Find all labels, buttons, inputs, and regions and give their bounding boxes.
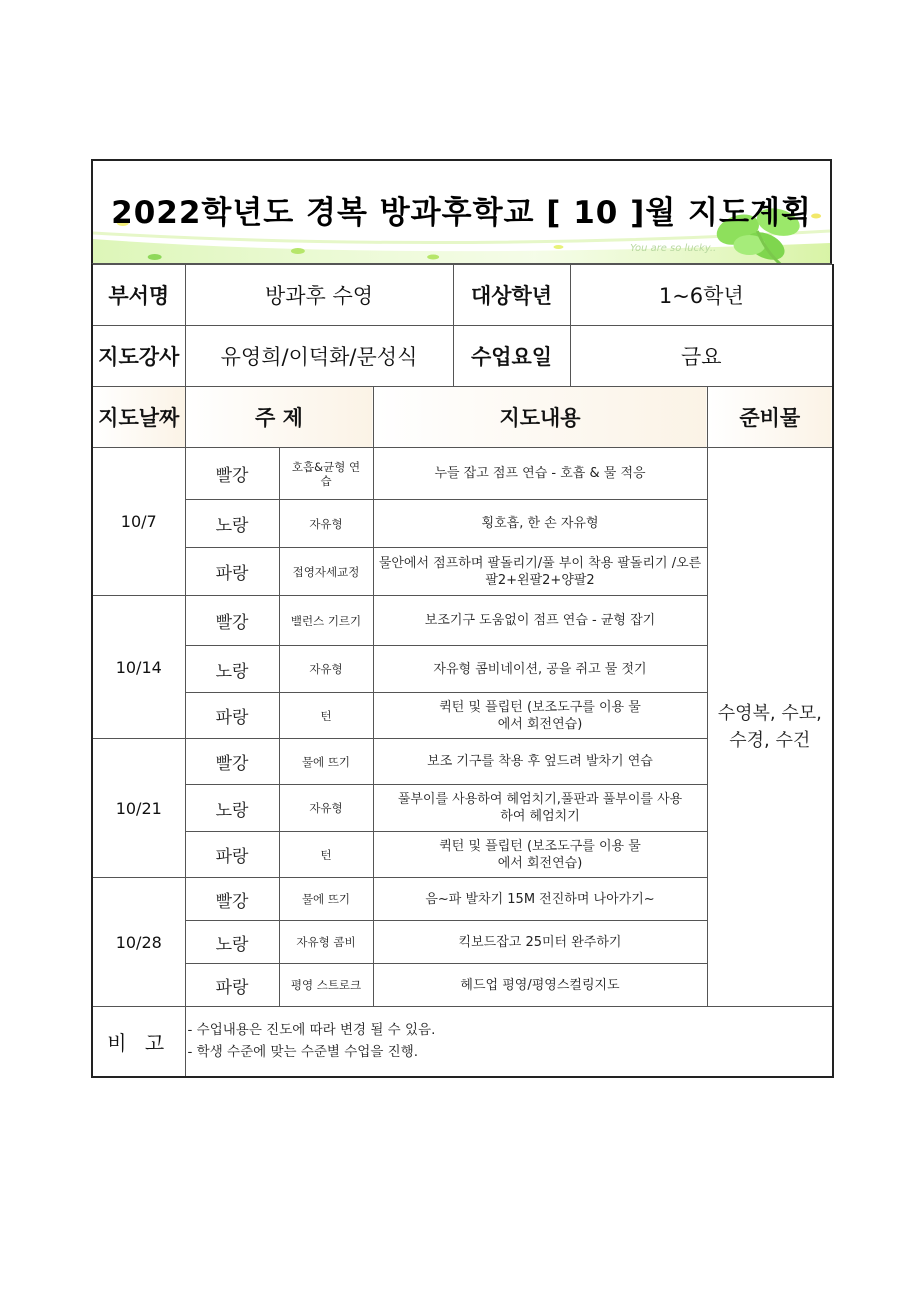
dept-value: 방과후 수영 [185,265,453,326]
plan-table [91,264,834,1078]
level-cell: 파랑 [185,693,279,739]
dept-label: 부서명 [92,265,185,326]
level-cell: 파랑 [185,548,279,596]
level-cell: 빨강 [185,878,279,921]
note-line-1: - 수업내용은 진도에 따라 변경 될 수 있음. [187,1022,436,1039]
header-topic: 주 제 [185,387,373,448]
content-cell: 킥보드잡고 25미터 완주하기 [373,921,707,964]
topic-cell: 호흡&균형 연습 [279,448,373,500]
level-cell: 노랑 [185,500,279,548]
prep-line-2: 수경, 수건 [729,730,811,751]
topic-cell: 물에 뜨기 [279,878,373,921]
grade-label: 대상학년 [453,265,570,326]
table-row [92,448,833,500]
teacher-label: 지도강사 [92,326,185,387]
header-date: 지도날짜 [92,387,185,448]
info-row-teacher [92,326,833,387]
notes-row [92,1007,833,1077]
prep-line-1: 수영복, 수모, [717,703,822,724]
table-header-row [92,387,833,448]
date-cell: 10/21 [92,739,185,878]
content-cell: 퀵턴 및 플립턴 (보조도구를 이용 물에서 회전연습) [373,693,707,739]
topic-cell: 턴 [279,693,373,739]
note-line-2: - 학생 수준에 맞는 수준별 수업을 진행. [187,1044,419,1061]
level-cell: 파랑 [185,964,279,1007]
content-cell: 풀부이를 사용하여 헤엄치기,풀판과 풀부이를 사용하여 헤엄치기 [373,785,707,832]
level-cell: 파랑 [185,832,279,878]
topic-cell: 자유형 [279,646,373,693]
title-banner [91,159,832,264]
header-prep: 준비물 [707,387,833,448]
header-content: 지도내용 [373,387,707,448]
notes-label: 비 고 [92,1007,185,1077]
lesson-plan-document [91,159,832,1078]
content-cell: 자유형 콤비네이션, 공을 쥐고 물 젓기 [373,646,707,693]
prep-cell [707,448,833,1007]
grade-value: 1~6학년 [570,265,833,326]
content-cell: 보조기구 도움없이 점프 연습 - 균형 잡기 [373,596,707,646]
content-cell: 누들 잡고 점프 연습 - 호흡 & 물 적응 [373,448,707,500]
content-cell: 헤드업 평영/평영스컬링지도 [373,964,707,1007]
topic-cell: 자유형 [279,500,373,548]
notes-content [185,1007,833,1077]
topic-cell: 접영자세교정 [279,548,373,596]
level-cell: 노랑 [185,921,279,964]
info-row-dept [92,265,833,326]
content-cell: 물안에서 점프하며 팔돌리기/풀 부이 착용 팔돌리기 /오른팔2+왼팔2+양팔2 [373,548,707,596]
topic-cell: 자유형 [279,785,373,832]
svg-text:You are so lucky..: You are so lucky.. [630,242,717,255]
content-cell: 보조 기구를 착용 후 엎드려 발차기 연습 [373,739,707,785]
level-cell: 노랑 [185,646,279,693]
date-cell: 10/7 [92,448,185,596]
date-cell: 10/28 [92,878,185,1007]
topic-cell: 자유형 콤비 [279,921,373,964]
topic-cell: 턴 [279,832,373,878]
page-title: 2022학년도 경복 방과후학교 [ 10 ]월 지도계획 [111,195,812,231]
day-value: 금요 [570,326,833,387]
topic-cell: 밸런스 기르기 [279,596,373,646]
level-cell: 빨강 [185,739,279,785]
day-label: 수업요일 [453,326,570,387]
content-cell: 음~파 발차기 15M 전진하며 나아가기~ [373,878,707,921]
topic-cell: 물에 뜨기 [279,739,373,785]
level-cell: 빨강 [185,596,279,646]
level-cell: 빨강 [185,448,279,500]
date-cell: 10/14 [92,596,185,739]
content-cell: 횡호흡, 한 손 자유형 [373,500,707,548]
content-cell: 퀵턴 및 플립턴 (보조도구를 이용 물에서 회전연습) [373,832,707,878]
level-cell: 노랑 [185,785,279,832]
teacher-value: 유영희/이덕화/문성식 [185,326,453,387]
topic-cell: 평영 스트로크 [279,964,373,1007]
